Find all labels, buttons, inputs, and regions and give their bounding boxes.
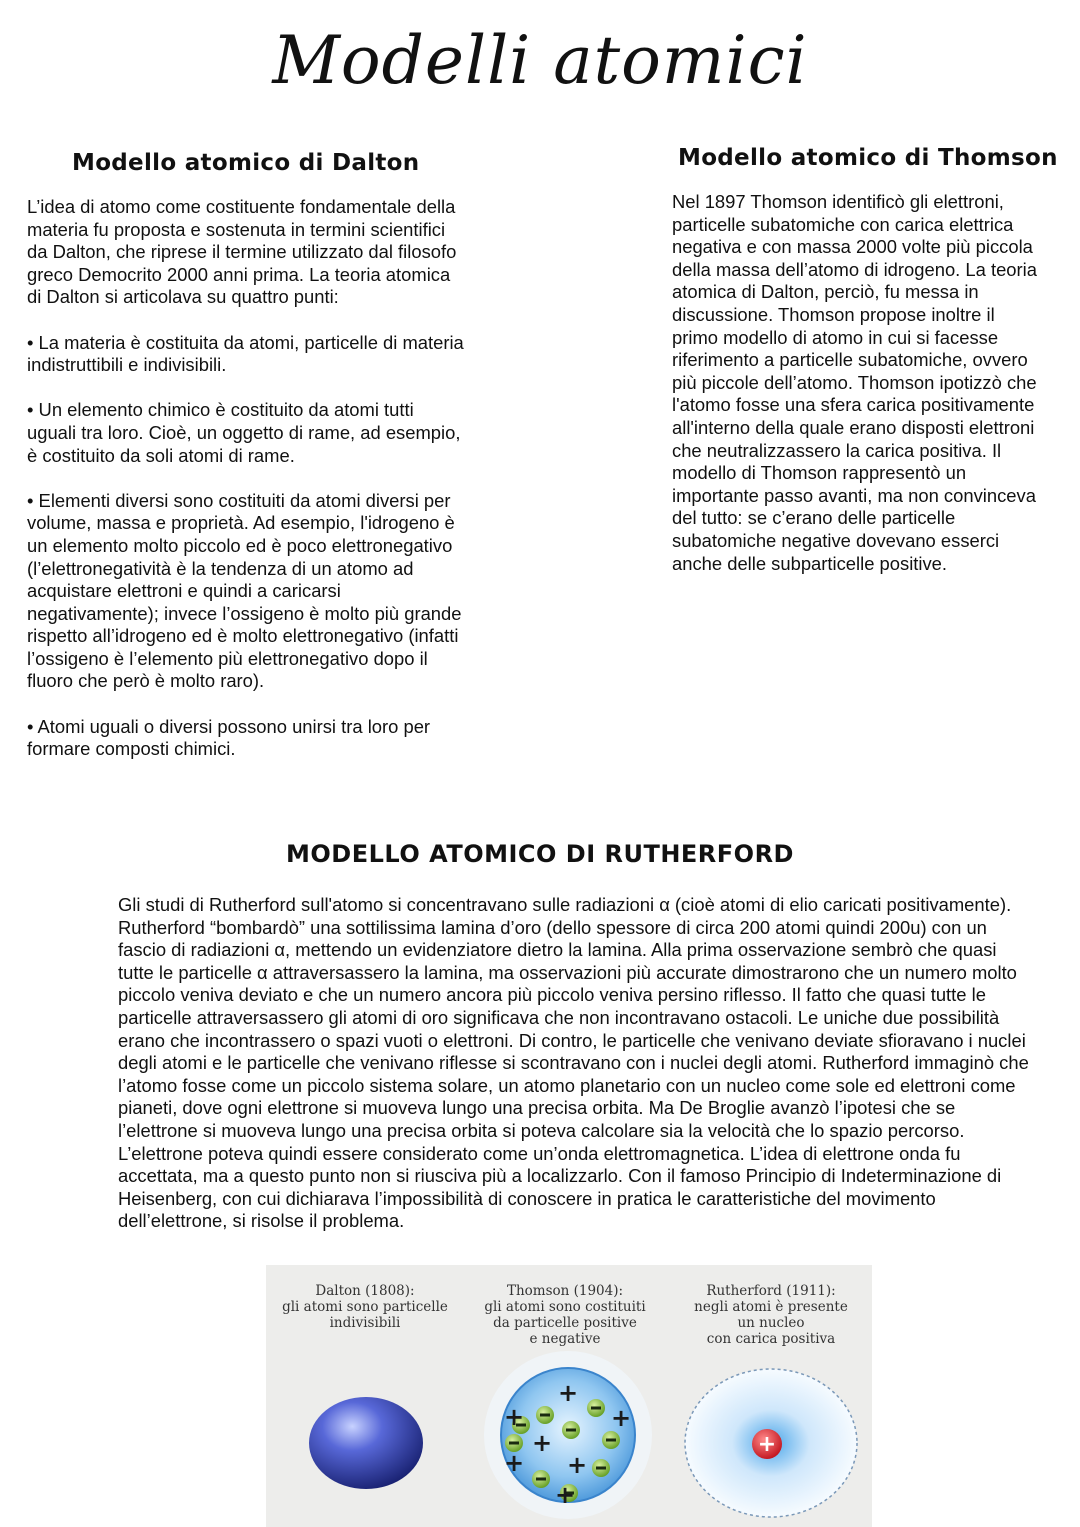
thomson-section [672, 191, 1042, 575]
positive-charge: + [554, 1481, 576, 1509]
positive-charge: + [557, 1379, 579, 1407]
dalton-atom [309, 1397, 423, 1489]
thomson-caption-name: Thomson (1904): [506, 1283, 624, 1299]
positive-charge: + [503, 1449, 525, 1477]
thomson-heading: Modello atomico di Thomson [678, 145, 1058, 171]
rutherford-text: Gli studi di Rutherford sull'atomo si concentravano sulle radiazioni α (cioè atomi di elio caricati positivamente). Rutherford “bombardò” una sottilissima lamina d’oro (dello spessore di circa 200 atomi quindi 200u) con un fascio di radiazioni α, mettendo un evidenziatore dietro la lamina. Alla prima osservazione sembrò che quasi tutte le particelle α attraversassero la lamina, ma osservazioni più accurate dimostrarono che un numero molto piccolo veniva deviato e che un numero ancora più piccolo veniva persino riflesso. Il fatto che quasi tutte le particelle attraversassero gli atomi di oro significava che non incontravano ostacoli. Le uniche due possibilità erano che incontrassero o spazi vuoti o elettroni. Di contro, le particelle che venivano deviate sfioravano i nuclei degli atomi e le particelle che venivano riflesse si scontravano con i nuclei degli atomi. Rutherford immaginò che l’atomo fosse come un piccolo sistema solare, un atomo planetario con un nucleo come sole ed elettroni come pianeti, dove ogni elettrone si muoveva lungo una precisa orbita. Ma De Broglie avanzò l’ipotesi che se l’elettrone si muoveva lungo una precisa orbita si poteva calcolare sia la velocità che lo spazio percorso. L’elettrone poteva quindi essere considerato come un’onda elettromagnetica. L’idea di elettrone onda fu accettata, ma a questo punto non si riusciva più a localizzarlo. Con il famoso Principio di Indeterminazione di Heisenberg, con cui dichiarava l’impossibilità di conoscere in pratica le caratteristiche del movimento dell’elettrone, si risolse il problema. [118, 894, 1029, 1232]
rutherford-caption-line: un nucleo [737, 1315, 805, 1331]
thomson-caption-line: da particelle positive [493, 1315, 637, 1331]
dalton-intro: L’idea di atomo come costituente fondamentale della materia fu proposta e sostenuta in termini scientifici da Dalton, che riprese il termine utilizzato dal filosofo greco Democrito 2000 anni prima. La teoria atomica di Dalton si articolava su quattro punti: [27, 196, 457, 308]
atom-illustrations [266, 1265, 872, 1527]
dalton-point-2: • Un elemento chimico è costituito da atomi tutti uguali tra loro. Cioè, un oggetto di rame, ad esempio, è costituito da soli atomi di rame. [27, 399, 461, 466]
atomic-models-figure [266, 1265, 872, 1527]
positive-charge: + [566, 1451, 588, 1479]
positive-charge: + [503, 1403, 525, 1431]
positive-charge: + [531, 1429, 553, 1457]
page-title: Modelli atomici [272, 22, 808, 99]
dalton-caption-line: indivisibili [329, 1315, 401, 1331]
thomson-caption-line: e negative [529, 1331, 601, 1347]
positive-charge: + [610, 1404, 632, 1432]
rutherford-caption-name: Rutherford (1911): [706, 1283, 836, 1299]
dalton-section [27, 196, 467, 761]
rutherford-atom [685, 1369, 857, 1517]
electron-minus-sign [509, 1442, 519, 1445]
thomson-text: Nel 1897 Thomson identificò gli elettroni, particelle subatomiche con carica elettrica negativa e con massa 2000 volte più piccola della massa dell’atomo di idrogeno. La teoria atomica di Dalton, perciò, fu messa in discussione. Thomson propose inoltre il primo modello di atomo in cui si facesse riferimento a particelle subatomiche, ovvero più piccole dell’atomo. Thomson ipotizzò che l'atomo fosse una sfera carica positivamente all'interno della quale erano disposti elettroni che neutralizzassero la carica positiva. Il modello di Thomson rappresentò un importante passo avanti, ma non convinceva del tutto: se c’erano delle particelle subatomiche negative dovevano esserci anche delle subparticelle positive. [672, 191, 1037, 574]
electron-minus-sign [591, 1407, 601, 1410]
electron-minus-sign [606, 1439, 616, 1442]
rutherford-heading: MODELLO ATOMICO DI RUTHERFORD [286, 840, 794, 868]
rutherford-section [118, 894, 1033, 1233]
dalton-caption-name: Dalton (1808): [315, 1283, 415, 1299]
dalton-heading: Modello atomico di Dalton [72, 150, 420, 176]
electron-minus-sign [596, 1467, 606, 1470]
electron-minus-sign [536, 1478, 546, 1481]
rutherford-caption-line: con carica positiva [706, 1331, 836, 1347]
thomson-caption-line: gli atomi sono costituiti [484, 1299, 646, 1315]
rutherford-caption-line: negli atomi è presente [694, 1299, 848, 1315]
dalton-point-3: • Elementi diversi sono costituiti da atomi diversi per volume, massa e proprietà. Ad esempio, l'idrogeno è un elemento molto piccolo ed è poco elettronegativo (l’elettronegatività è la tendenza di un atomo ad acquistare elettroni e quindi a caricarsi negativamente); invece l’ossigeno è molto più grande rispetto all’idrogeno ed è molto elettronegativo (infatti l’ossigeno è l’elemento più elettronegativo dopo il fluoro che però è molto raro). [27, 489, 462, 692]
electron-minus-sign [566, 1429, 576, 1432]
dalton-caption-line: gli atomi sono particelle [282, 1299, 448, 1315]
dalton-point-4: • Atomi uguali o diversi possono unirsi tra loro per formare composti chimici. [27, 715, 431, 760]
svg-text:+: + [757, 1432, 777, 1457]
electron-minus-sign [540, 1414, 550, 1417]
dalton-point-1: • La materia è costituita da atomi, particelle di materia indistruttibili e indivisibili. [27, 331, 464, 376]
